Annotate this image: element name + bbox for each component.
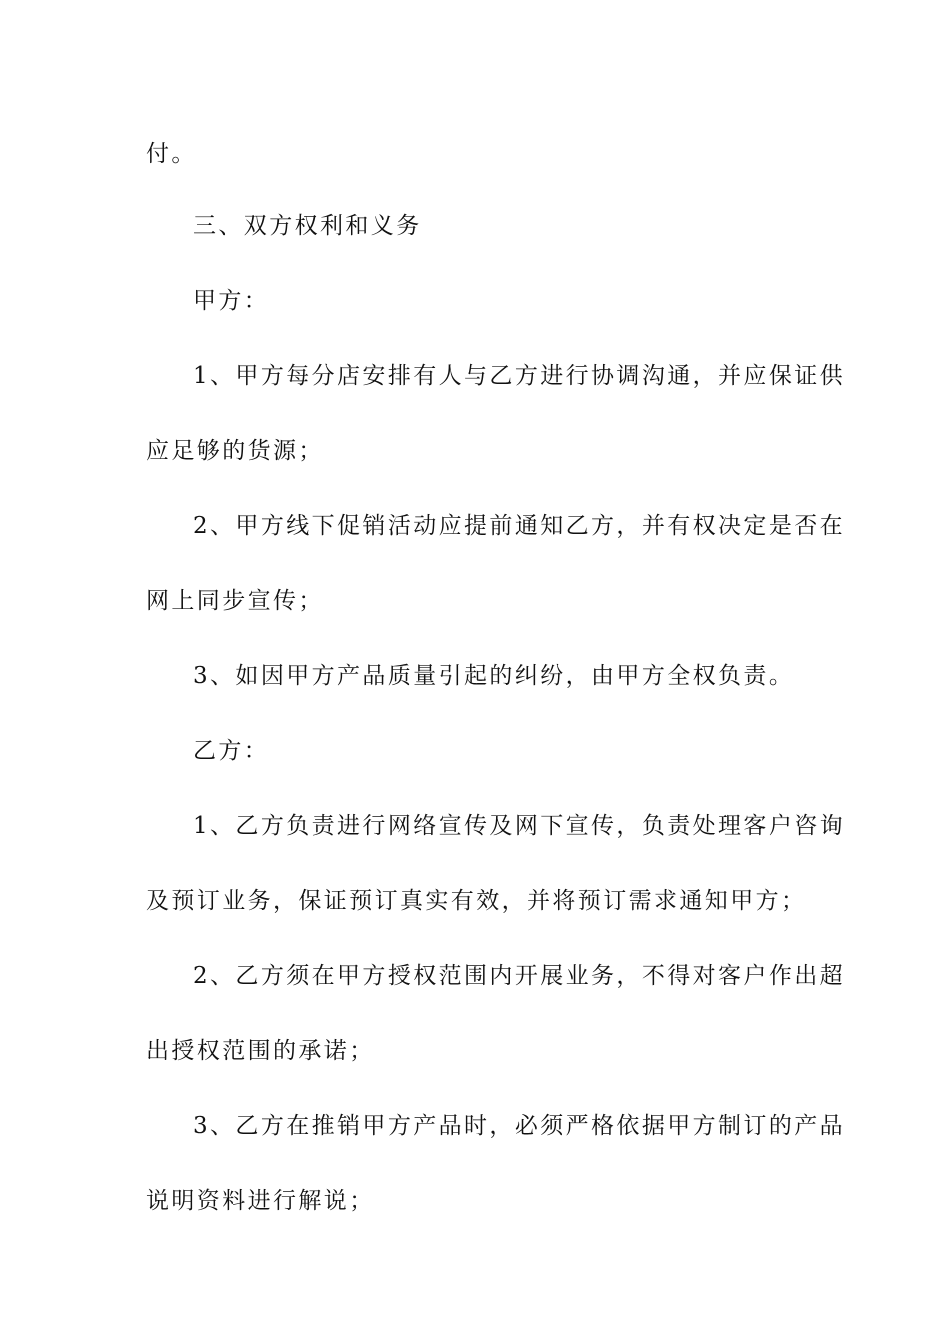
text-line: 2、乙方须在甲方授权范围内开展业务，不得对客户作出超 bbox=[193, 963, 846, 989]
party-heading-a: 甲方： bbox=[193, 288, 270, 314]
text-line: 应足够的货源； bbox=[146, 438, 324, 464]
text-line: 出授权范围的承诺； bbox=[146, 1038, 375, 1064]
party-heading-b: 乙方： bbox=[193, 738, 270, 764]
text-line: 1、甲方每分店安排有人与乙方进行协调沟通，并应保证供 bbox=[193, 363, 846, 389]
text-line: 付。 bbox=[146, 141, 197, 167]
text-line: 2、甲方线下促销活动应提前通知乙方，并有权决定是否在 bbox=[193, 513, 846, 539]
text-line: 3、如因甲方产品质量引起的纠纷，由甲方全权负责。 bbox=[193, 663, 795, 689]
text-line: 说明资料进行解说； bbox=[146, 1188, 375, 1214]
text-line: 及预订业务，保证预订真实有效，并将预订需求通知甲方； bbox=[146, 888, 807, 914]
text-line: 3、乙方在推销甲方产品时，必须严格依据甲方制订的产品 bbox=[193, 1113, 846, 1139]
text-line: 1、乙方负责进行网络宣传及网下宣传，负责处理客户咨询 bbox=[193, 813, 846, 839]
section-heading: 三、双方权利和义务 bbox=[193, 213, 422, 239]
text-line: 网上同步宣传； bbox=[146, 588, 324, 614]
